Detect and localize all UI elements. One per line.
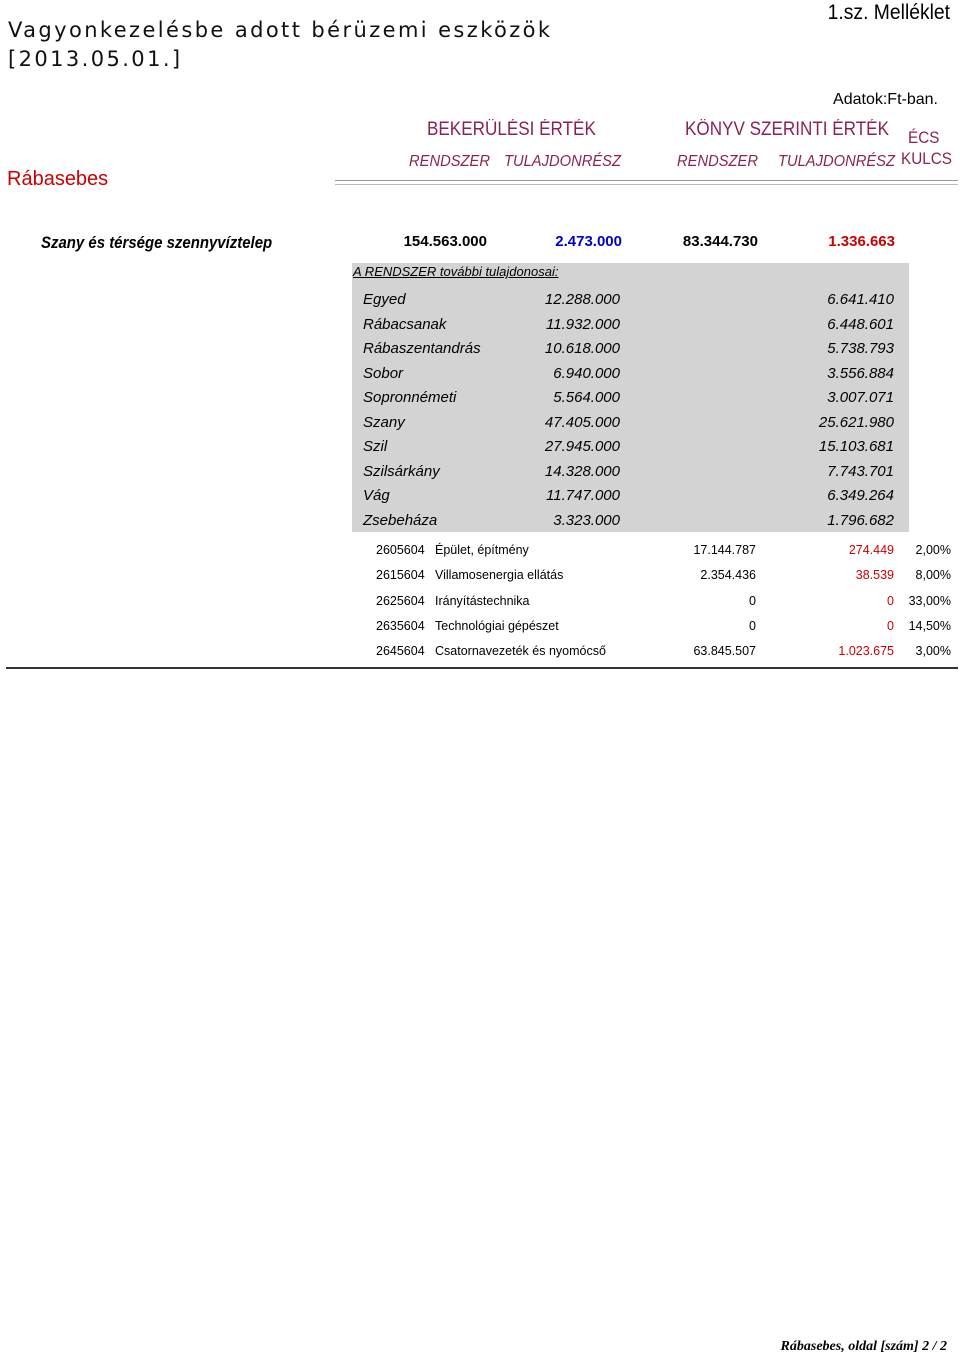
document-title: Vagyonkezelésbe adott bérüzemi eszközök xyxy=(8,18,553,42)
owner-bekerulesi: 12.288.000 xyxy=(544,291,620,308)
asset-ecs-kulcs: 2,00% xyxy=(915,543,951,557)
owner-konyv: 3.007.071 xyxy=(827,389,894,406)
owner-konyv: 15.103.681 xyxy=(818,438,894,455)
owner-konyv: 6.641.410 xyxy=(827,291,894,308)
asset-konyv-tulajdonresz: 0 xyxy=(887,618,894,633)
asset-code: 2645604 xyxy=(376,644,425,659)
units-note: Adatok:Ft-ban. xyxy=(833,91,938,108)
owner-bekerulesi: 11.747.000 xyxy=(546,487,620,504)
owner-name: Rábacsanak xyxy=(363,315,447,333)
owner-konyv: 5.738.793 xyxy=(827,340,894,357)
owner-bekerulesi: 3.323.000 xyxy=(553,511,620,529)
header-rule xyxy=(335,180,958,181)
owner-konyv: 25.621.980 xyxy=(818,413,894,431)
owner-bekerulesi: 14.328.000 xyxy=(544,462,620,480)
subheader-tulajdonresz-2: TULAJDONRÉSZ xyxy=(778,153,895,170)
asset-name: Épület, építmény xyxy=(435,543,529,557)
owner-name: Vág xyxy=(363,487,390,504)
owner-konyv: 6.349.264 xyxy=(827,487,894,504)
owner-name: Sopronnémeti xyxy=(363,389,457,406)
facility-bekerulesi-tulajdonresz: 2.473.000 xyxy=(555,233,622,250)
asset-name: Irányítástechnika xyxy=(435,593,530,608)
owner-bekerulesi: 27.945.000 xyxy=(544,438,620,455)
facility-konyv-rendszer: 83.344.730 xyxy=(682,233,758,250)
asset-code: 2635604 xyxy=(376,618,425,633)
asset-ecs-kulcs: 8,00% xyxy=(915,568,951,583)
asset-code: 2625604 xyxy=(376,593,425,608)
asset-code: 2605604 xyxy=(376,543,425,557)
column-header-bekerulesi: BEKERÜLÉSI ÉRTÉK xyxy=(427,119,596,140)
asset-name: Technológiai gépészet xyxy=(435,618,559,633)
owner-name: Szilsárkány xyxy=(363,462,440,480)
subheader-rendszer-2: RENDSZER xyxy=(677,153,758,170)
subheader-tulajdonresz-1: TULAJDONRÉSZ xyxy=(504,153,621,170)
asset-code: 2615604 xyxy=(376,568,425,583)
asset-konyv-tulajdonresz: 1.023.675 xyxy=(838,644,894,659)
asset-konyv-rendszer: 17.144.787 xyxy=(693,543,756,557)
column-header-konyv: KÖNYV SZERINTI ÉRTÉK xyxy=(685,119,889,140)
column-header-kulcs: KULCS xyxy=(901,149,953,168)
column-header-ecs: ÉCS xyxy=(908,128,940,147)
asset-konyv-tulajdonresz: 0 xyxy=(887,593,894,608)
owner-name: Rábaszentandrás xyxy=(363,340,481,357)
owner-name: Sobor xyxy=(363,364,404,382)
asset-ecs-kulcs: 14,50% xyxy=(908,618,951,633)
asset-konyv-rendszer: 0 xyxy=(749,593,756,608)
facility-bekerulesi-rendszer: 154.563.000 xyxy=(403,233,487,250)
owner-bekerulesi: 47.405.000 xyxy=(544,413,620,431)
owner-konyv: 3.556.884 xyxy=(827,364,894,382)
asset-name: Csatornavezeték és nyomócső xyxy=(435,644,606,659)
asset-konyv-rendszer: 0 xyxy=(749,618,756,633)
asset-konyv-rendszer: 63.845.507 xyxy=(693,644,756,659)
owners-panel xyxy=(352,263,909,532)
facility-konyv-tulajdonresz: 1.336.663 xyxy=(828,233,895,250)
owner-bekerulesi: 10.618.000 xyxy=(544,340,620,357)
asset-konyv-rendszer: 2.354.436 xyxy=(700,568,756,583)
owner-konyv: 6.448.601 xyxy=(827,315,894,333)
owner-konyv: 1.796.682 xyxy=(827,511,894,529)
owner-konyv: 7.743.701 xyxy=(827,462,894,480)
asset-name: Villamosenergia ellátás xyxy=(435,568,564,583)
owner-bekerulesi: 5.564.000 xyxy=(553,389,620,406)
subheader-rendszer-1: RENDSZER xyxy=(409,153,490,170)
annex-label: 1.sz. Melléklet xyxy=(827,1,950,24)
asset-ecs-kulcs: 3,00% xyxy=(915,644,951,659)
table-bottom-rule xyxy=(6,667,958,669)
asset-konyv-tulajdonresz: 274.449 xyxy=(848,543,894,557)
header-rule-2 xyxy=(335,184,958,185)
owner-bekerulesi: 11.932.000 xyxy=(546,315,620,333)
owner-name: Zsebeháza xyxy=(363,511,438,529)
asset-konyv-tulajdonresz: 38.539 xyxy=(855,568,894,583)
document-date: [2013.05.01.] xyxy=(8,47,183,71)
owner-name: Szany xyxy=(363,413,405,431)
owner-bekerulesi: 6.940.000 xyxy=(553,364,620,382)
facility-name: Szany és térsége szennyvíztelep xyxy=(41,233,273,252)
owners-title: A RENDSZER további tulajdonosai: xyxy=(353,264,559,279)
place-name: Rábasebes xyxy=(7,168,109,190)
asset-ecs-kulcs: 33,00% xyxy=(908,593,951,608)
owner-name: Szil xyxy=(363,438,388,455)
owner-name: Egyed xyxy=(363,291,406,308)
page-footer: Rábasebes, oldal [szám] 2 / 2 xyxy=(780,1339,947,1354)
